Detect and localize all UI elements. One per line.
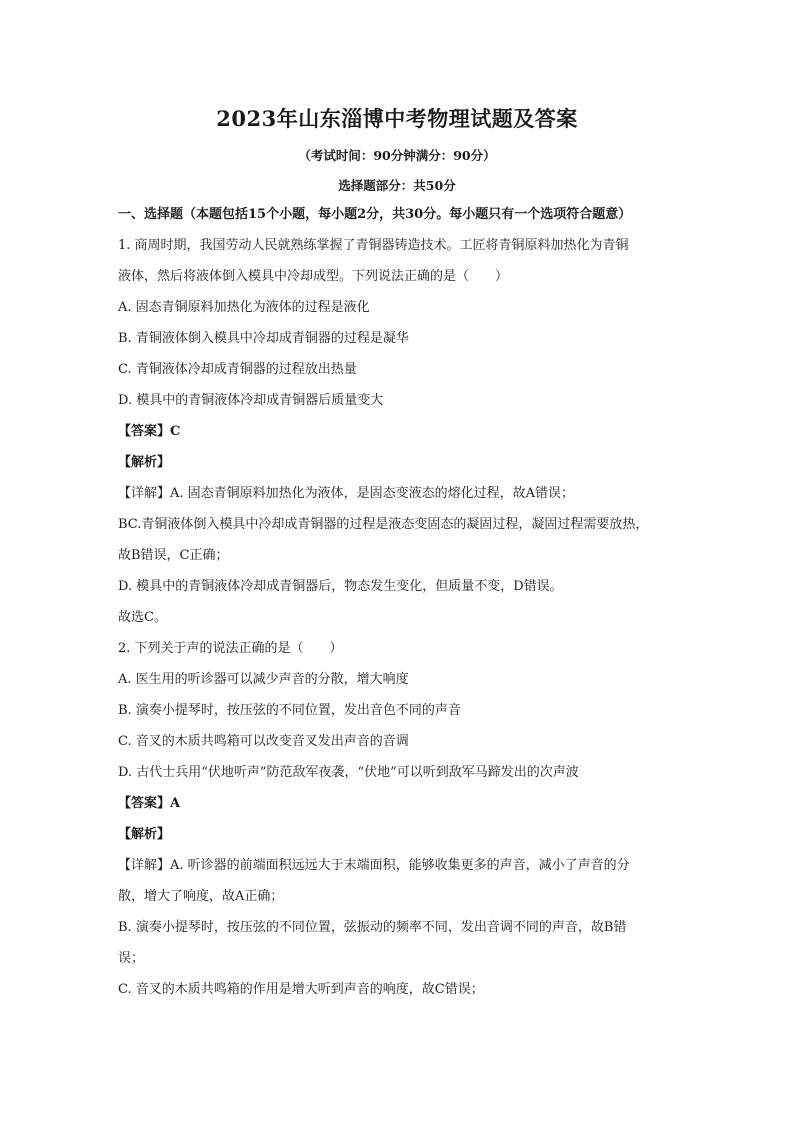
question-1-stem-line2: 液体，然后将液体倒入模具中冷却成型。下列说法正确的是（ ） [118,269,509,284]
question-2-detail-line4: 误； [118,951,145,966]
question-1-option-d: D. 模具中的青铜液体冷却成青铜器后质量变大 [118,393,384,408]
question-1-option-c: C. 青铜液体冷却成青铜器的过程放出热量 [118,362,357,377]
question-2-answer: 【答案】A [118,796,181,811]
question-1-detail-line1: 【详解】A. 固态青铜原料加热化为液体，是固态变液态的熔化过程，故A错误； [118,486,575,501]
question-1-detail-line2: BC.青铜液体倒入模具中冷却成青铜器的过程是液态变固态的凝固过程，凝固过程需要放热， [118,517,649,532]
question-1-answer: 【答案】C [118,424,181,439]
question-2-detail-line2: 散，增大了响度，故A正确； [118,889,284,904]
question-1-option-a: A. 固态青铜原料加热化为液体的过程是液化 [118,300,370,315]
page-title: 2023年山东淄博中考物理试题及答案 [216,106,578,131]
question-2-detail-line3: B. 演奏小提琴时，按压弦的不同位置，弦振动的频率不同，发出音调不同的声音，故B错 [118,920,627,935]
question-2-analysis-label: 【解析】 [118,827,171,842]
question-2-detail-line1: 【详解】A. 听诊器的前端面积远远大于末端面积，能够收集更多的声音，减小了声音的分 [118,858,630,873]
question-1-stem-line1: 1. 商周时期，我国劳动人民就熟练掌握了青铜器铸造技术。工匠将青铜原料加热化为青铜 [118,238,629,253]
question-1-conclusion: 故选C。 [118,610,167,625]
question-2-option-a: A. 医生用的听诊器可以减少声音的分散，增大响度 [118,672,409,687]
question-2-stem: 2. 下列关于声的说法正确的是（ ） [118,641,343,656]
question-2-option-b: B. 演奏小提琴时，按压弦的不同位置，发出音色不同的声音 [118,703,461,718]
question-1-analysis-label: 【解析】 [118,455,171,470]
section-heading: 选择题部分：共50分 [338,178,456,193]
question-2-option-d: D. 古代士兵用“伏地听声”防范敌军夜袭，“伏地”可以听到敌军马蹄发出的次声波 [118,765,579,780]
question-1-option-b: B. 青铜液体倒入模具中冷却成青铜器的过程是凝华 [118,331,409,346]
question-1-detail-line4: D. 模具中的青铜液体冷却成青铜器后，物态发生变化，但质量不变，D错误。 [118,579,563,594]
question-2-detail-line5: C. 音叉的木质共鸣箱的作用是增大听到声音的响度，故C错误； [118,982,484,997]
document-body [118,204,678,1010]
part-heading: 一、选择题（本题包括15个小题，每小题2分，共30分。每小题只有一个选项符合题意） [118,207,632,222]
question-2-option-c: C. 音叉的木质共鸣箱可以改变音叉发出声音的音调 [118,734,409,749]
exam-info: （考试时间：90分钟满分：90分） [298,148,496,163]
question-1-detail-line3: 故B错误，C正确； [118,548,229,563]
